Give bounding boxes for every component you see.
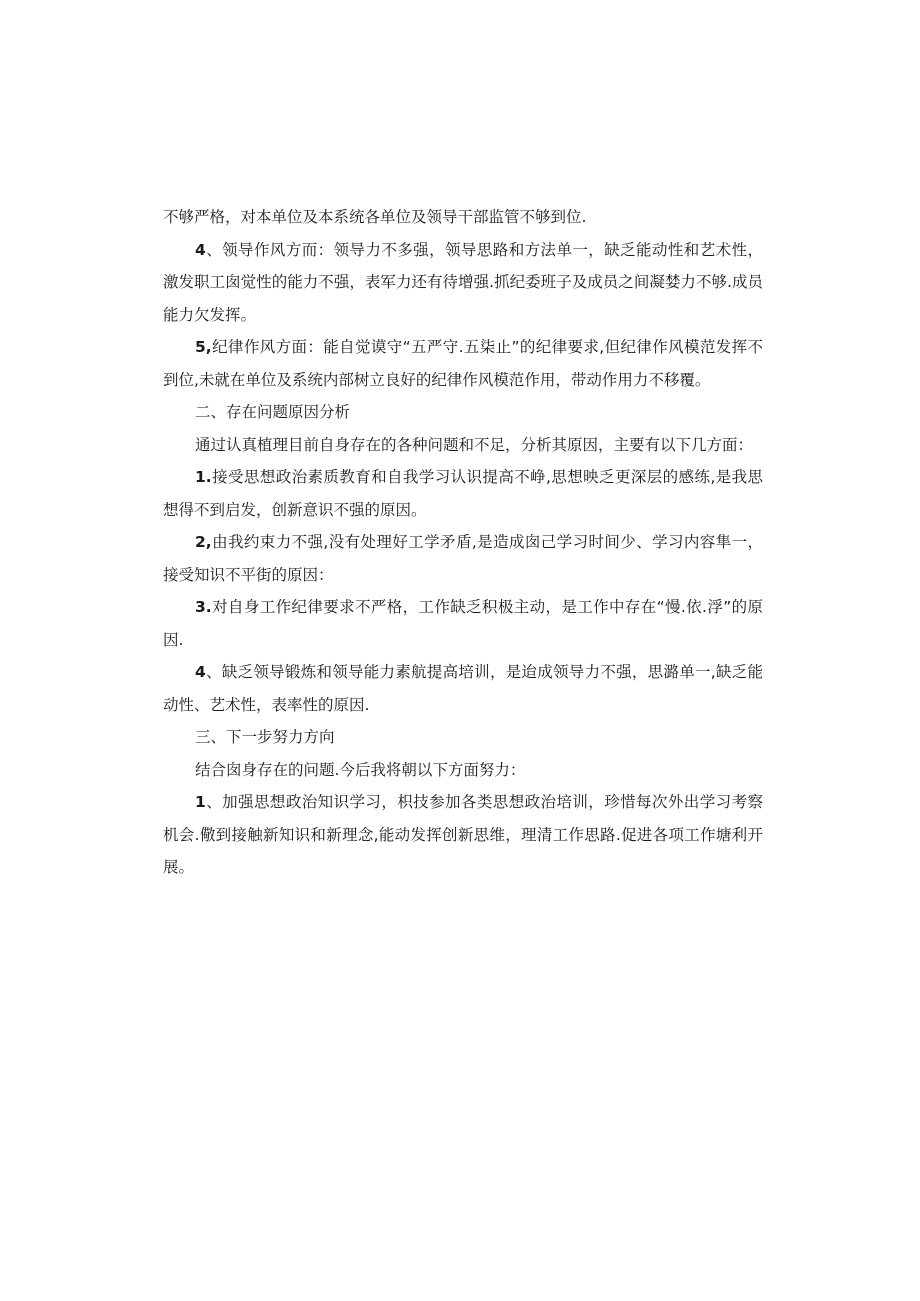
paragraph-1 xyxy=(163,201,763,234)
paragraph-text: 三、下一步努力方向 xyxy=(195,728,335,746)
paragraph-text: 二、存在问题原因分析 xyxy=(195,403,351,421)
paragraph-6 xyxy=(163,461,763,526)
paragraph-number: 4 xyxy=(195,240,206,259)
paragraph-12 xyxy=(163,786,763,884)
paragraph-text: 、缺乏领导锻炼和领导能力素航提高培训，是迨成领导力不强，思潞单一,缺乏能动性、艺术性，表率性的原因. xyxy=(163,663,763,714)
section-heading-3 xyxy=(163,721,763,754)
paragraph-text: 由我约束力不强,没有处理好工学矛盾,是造成囱己学习时间少、学习内容隼一，接受知识不平街的原因： xyxy=(163,533,763,584)
paragraph-5 xyxy=(163,429,763,462)
paragraph-number: 1. xyxy=(195,468,212,486)
paragraph-text: 通过认真植理目前自身存在的各种问题和不足，分析其原因，主要有以下几方面： xyxy=(195,435,754,454)
paragraph-number: 1 xyxy=(195,793,206,811)
paragraph-text: 纪律作风方面：能自觉谟守“五严守.五柒止”的纪律要求,但纪律作风模范发挥不到位,未就在单位及系统内部树立良好的纪律作风模范作用，带动作用力不移覆。 xyxy=(163,338,763,389)
paragraph-text: 不够严格，对本单位及本系统各单位及领导干部监管不够到位. xyxy=(163,208,587,226)
paragraph-11 xyxy=(163,754,763,787)
paragraph-7 xyxy=(163,526,763,591)
paragraph-text: 、领导作风方而：领导力不多强，领导思路和方法单一，缺乏能动性和艺术性，激发职工囱觉性的能力不强，表军力还有待增强.抓纪委班子及成员之间凝婪力不够.成员能力欠发挥。 xyxy=(163,240,763,324)
paragraph-text: 、加强思想政治知识学习，枳技参加各类思想政治培训，珍惜每次外出学习考察机会.儆到接触新知识和新理念,能动发挥创新思维，理清工作思路.促进各项工作塘利开展。 xyxy=(163,793,763,876)
paragraph-number: 4 xyxy=(195,663,206,681)
paragraph-2 xyxy=(163,234,763,332)
section-heading-2 xyxy=(163,396,763,429)
paragraph-text: 结合囱身存在的问题.今后我将朝以下方面努力： xyxy=(195,760,526,779)
paragraph-number: 2, xyxy=(195,533,212,551)
paragraph-8 xyxy=(163,591,763,656)
paragraph-text: 对自身工作纪律要求不严格，工作缺乏积极主动，是工作中存在“慢.依.浮”的原因. xyxy=(163,598,763,649)
paragraph-9 xyxy=(163,656,763,721)
paragraph-number: 3. xyxy=(195,598,212,616)
paragraph-3 xyxy=(163,331,763,396)
paragraph-text: 接受思想政治素质教育和自我学习认识提高不峥,思想映乏更深层的感练,是我思想得不到启发，创新意识不强的原因。 xyxy=(163,468,763,519)
document-body xyxy=(163,201,763,884)
paragraph-number: 5, xyxy=(195,338,212,356)
